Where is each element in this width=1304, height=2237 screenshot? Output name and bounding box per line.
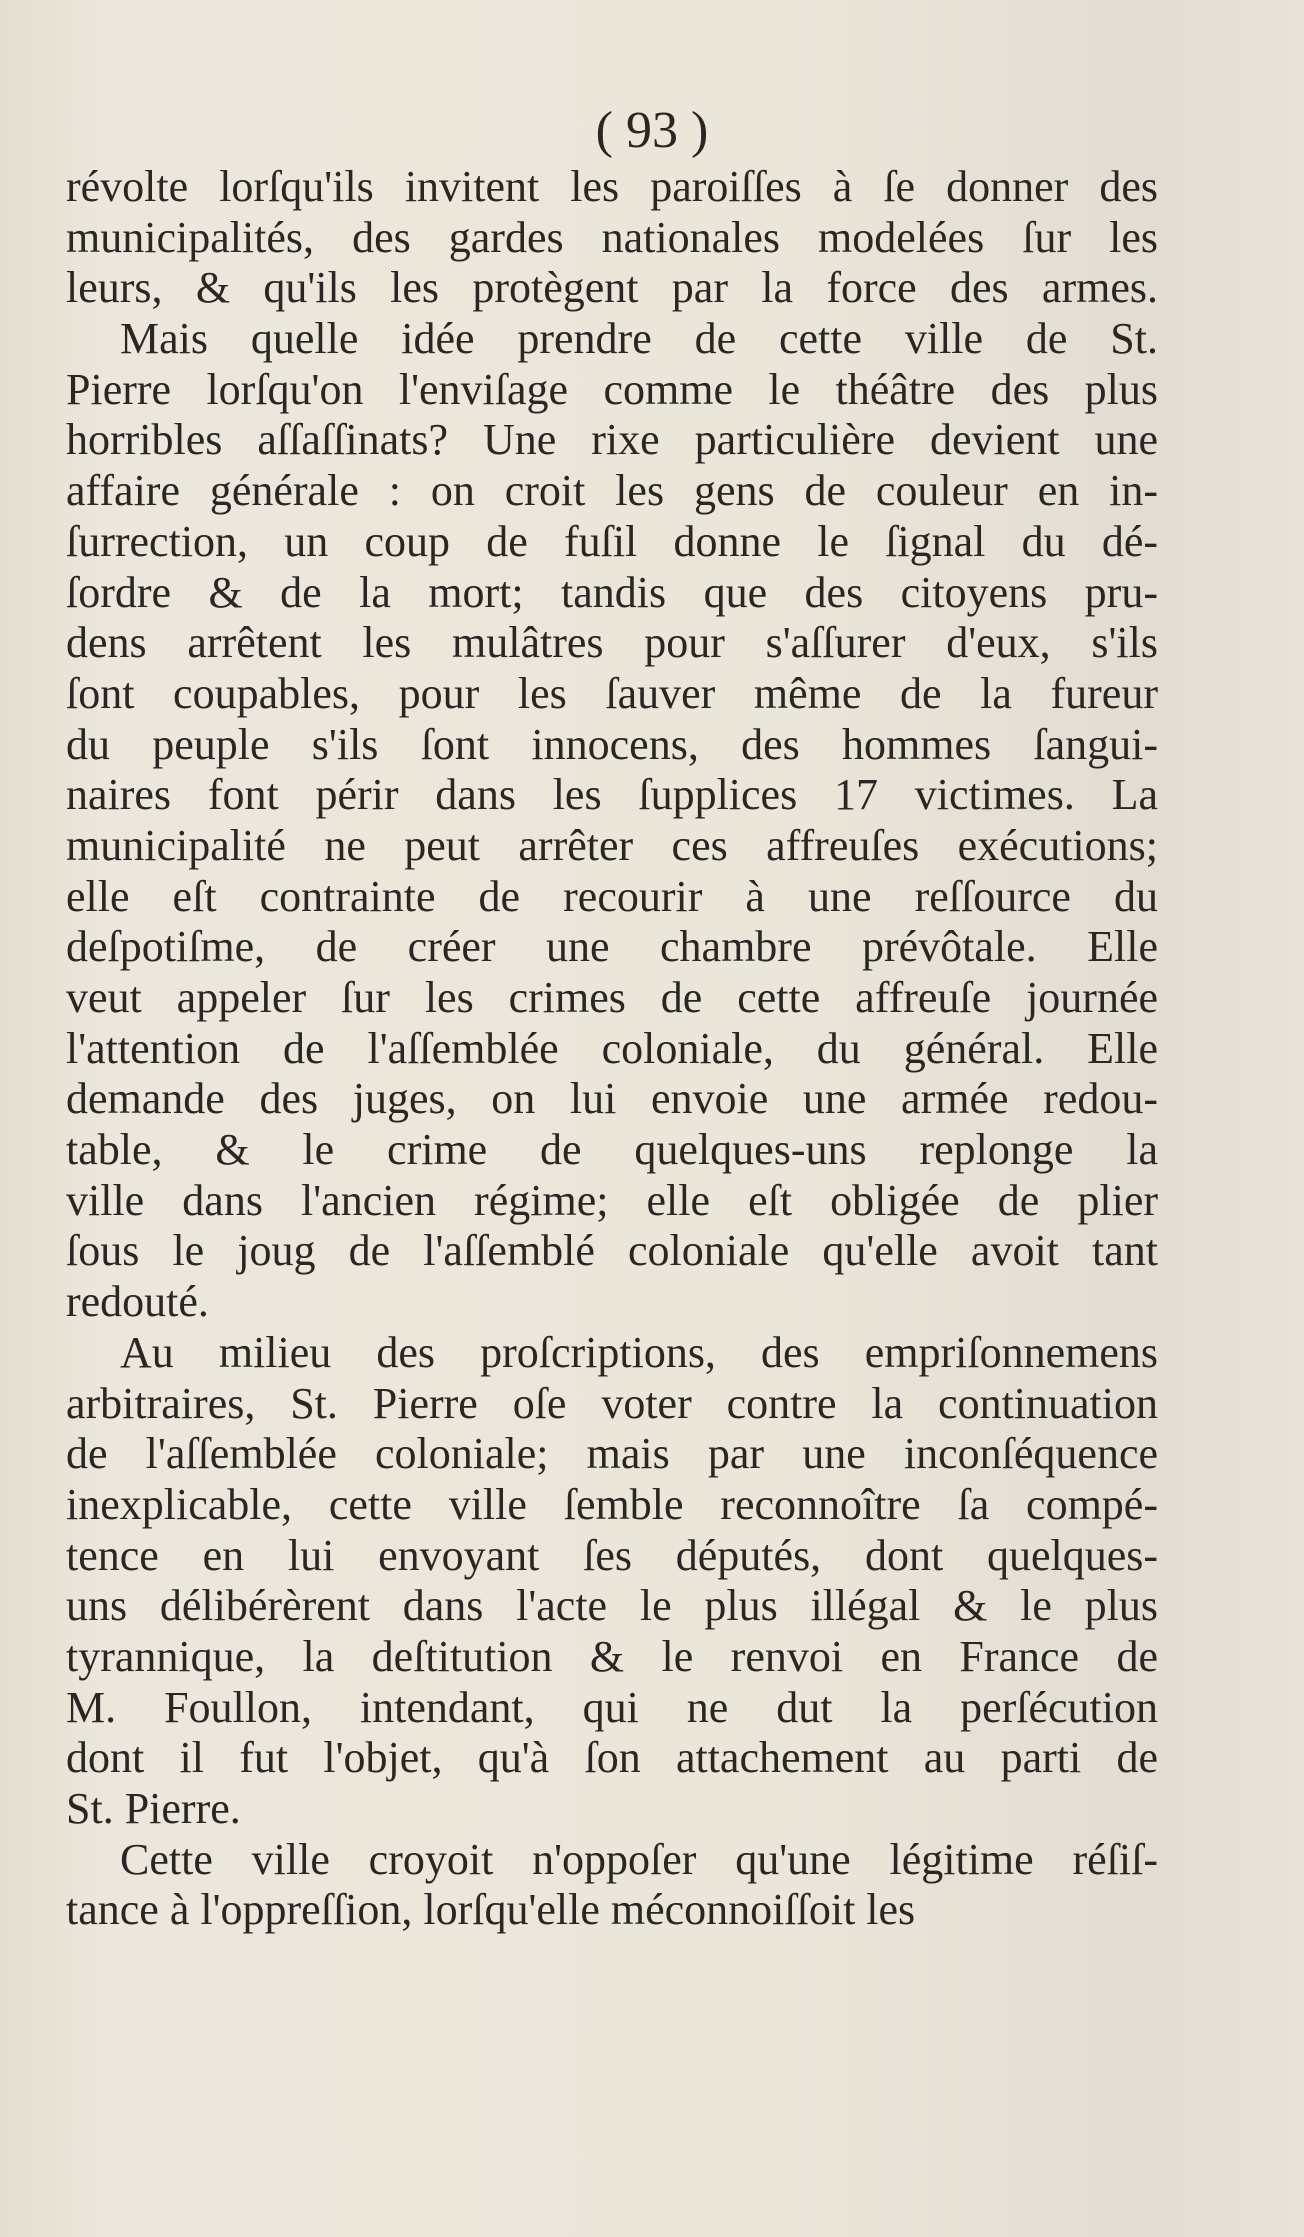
text-line: M. Foullon, intendant, qui ne dut la perſécution <box>66 1682 1158 1732</box>
text-line: Au milieu des proſcriptions, des empriſonnemens <box>120 1327 1158 1377</box>
text-line: naires font périr dans les ſupplices 17 victimes. La <box>66 770 1158 820</box>
text-line: municipalités, des gardes nationales modelées ſur les <box>66 212 1158 262</box>
text-line: ſont coupables, pour les ſauver même de la fureur <box>66 668 1158 718</box>
text-line: affaire générale : on croit les gens de couleur en in- <box>66 466 1158 516</box>
text-line: Pierre lorſqu'on l'enviſage comme le théâtre des plus <box>66 364 1158 414</box>
text-line: Mais quelle idée prendre de cette ville de St. <box>120 314 1158 364</box>
text-line: horribles aſſaſſinats? Une rixe particulière devient une <box>66 415 1158 465</box>
text-line: demande des juges, on lui envoie une armée redou- <box>66 1074 1158 1124</box>
text-line: ville dans l'ancien régime; elle eſt obligée de plier <box>66 1175 1158 1225</box>
text-line: deſpotiſme, de créer une chambre prévôtale. Elle <box>66 922 1158 972</box>
text-line: leurs, & qu'ils les protègent par la force des armes. <box>66 263 1158 313</box>
text-line: tyrannique, la deſtitution & le renvoi en France de <box>66 1631 1158 1681</box>
text-line: ſordre & de la mort; tandis que des citoyens pru- <box>66 567 1158 617</box>
text-line: arbitraires, St. Pierre oſe voter contre la continuation <box>66 1378 1158 1428</box>
text-line: veut appeler ſur les crimes de cette affreuſe journée <box>66 973 1158 1022</box>
text-line: St. Pierre. <box>66 1784 241 1833</box>
body-text <box>66 162 1158 1936</box>
text-line: redouté. <box>66 1277 209 1327</box>
text-line: révolte lorſqu'ils invitent les paroiſſes à ſe donner des <box>66 162 1158 211</box>
text-line: Cette ville croyoit n'oppoſer qu'une légitime réſiſ- <box>120 1834 1158 1884</box>
text-line: ſous le joug de l'aſſemblé coloniale qu'elle avoit tant <box>66 1226 1158 1276</box>
text-line: de l'aſſemblée coloniale; mais par une inconſéquence <box>66 1429 1158 1479</box>
text-line: municipalité ne peut arrêter ces affreuſes exécutions; <box>66 820 1158 870</box>
text-line: ſurrection, un coup de fuſil donne le ſignal du dé- <box>66 516 1158 566</box>
text-line: uns délibérèrent dans l'acte le plus illégal & le plus <box>66 1581 1158 1631</box>
text-line: l'attention de l'aſſemblée coloniale, du général. Elle <box>66 1023 1158 1073</box>
text-line: inexplicable, cette ville ſemble reconnoître ſa compé- <box>66 1479 1158 1529</box>
text-line: du peuple s'ils ſont innocens, des hommes ſangui- <box>66 719 1158 769</box>
text-line: table, & le crime de quelques-uns replonge la <box>66 1125 1158 1175</box>
text-line: tence en lui envoyant ſes députés, dont quelques- <box>66 1530 1158 1580</box>
text-line: tance à l'oppreſſion, lorſqu'elle méconnoiſſoit les <box>66 1885 916 1935</box>
text-line: elle eſt contrainte de recourir à une reſſource du <box>66 871 1158 921</box>
text-line: dens arrêtent les mulâtres pour s'aſſurer d'eux, s'ils <box>66 618 1158 668</box>
page-number: ( 93 ) <box>595 102 709 159</box>
text-line: dont il fut l'objet, qu'à ſon attachement au parti de <box>66 1733 1158 1783</box>
